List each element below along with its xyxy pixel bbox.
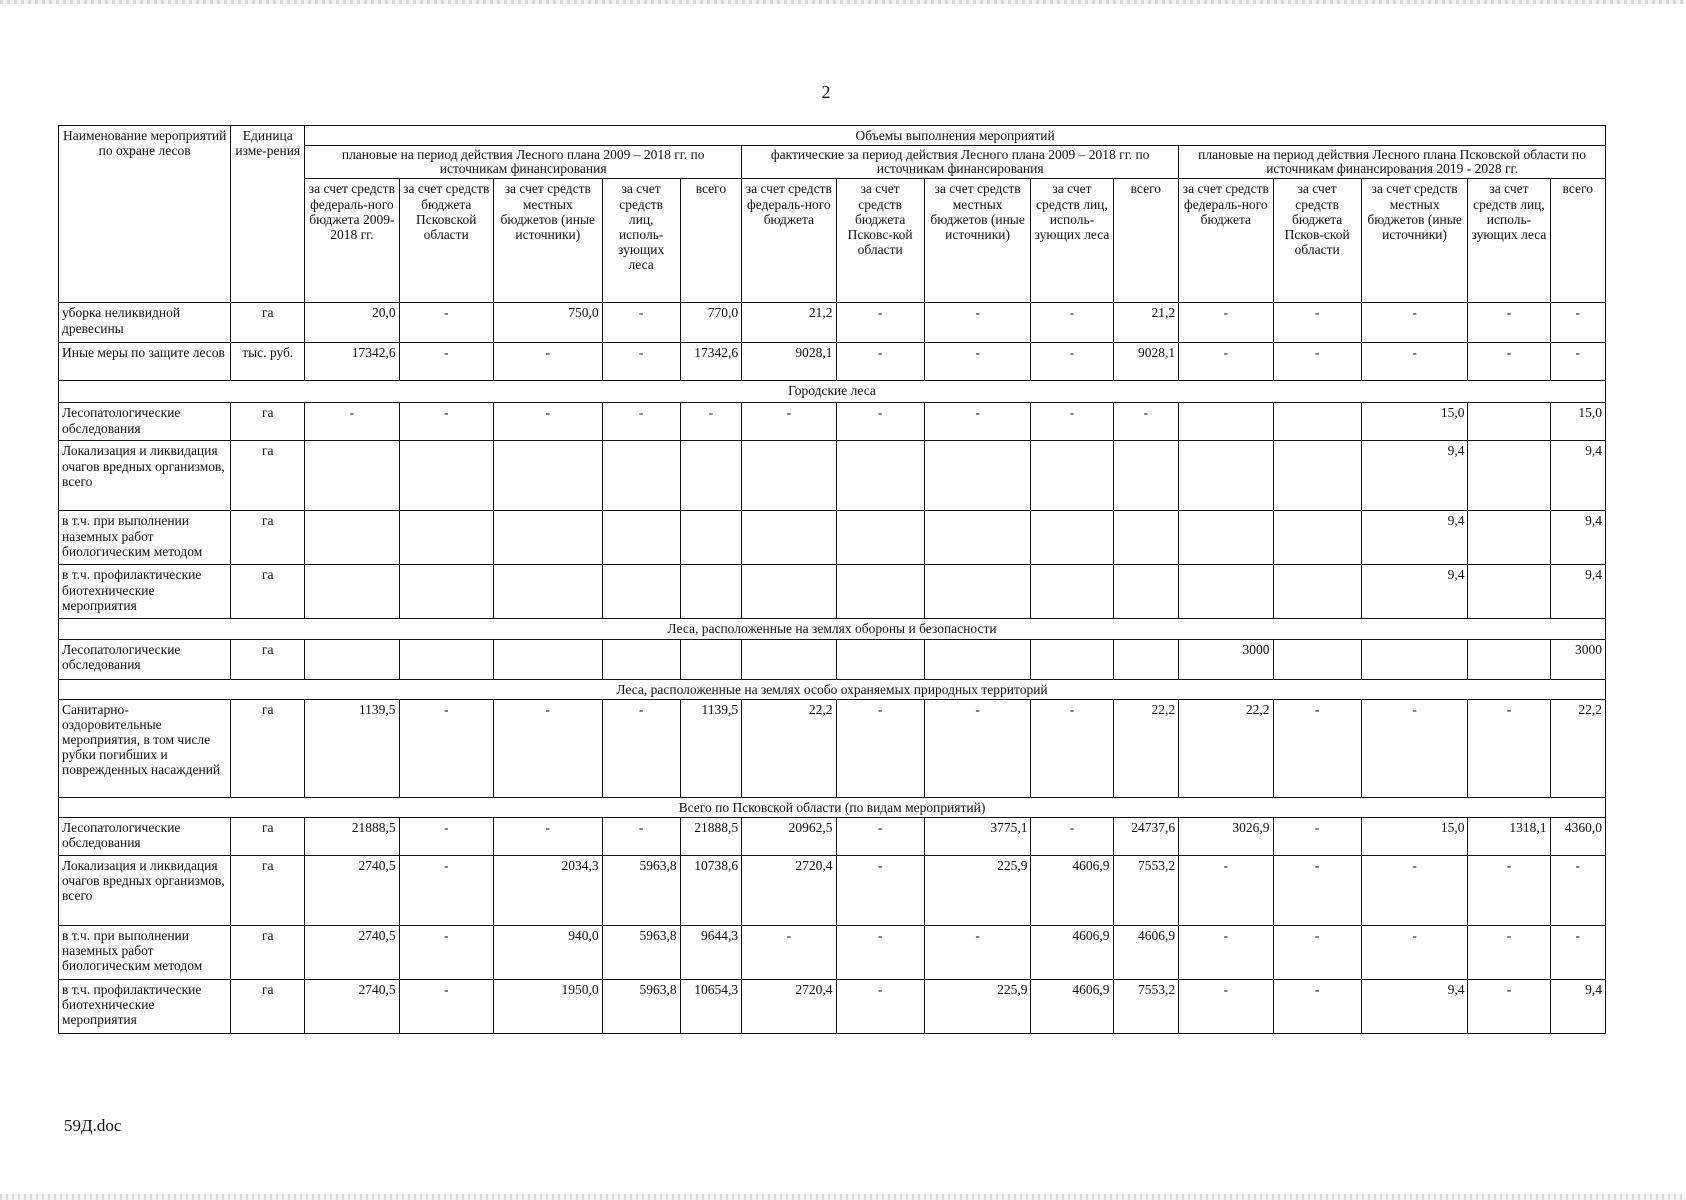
measures-table [58,125,1606,1034]
row-unit: га [231,511,305,565]
table-cell: - [1468,925,1550,979]
table-cell: - [836,925,924,979]
table-cell [836,441,924,511]
table-cell: 2740,5 [305,979,399,1033]
table-cell: 2720,4 [742,979,836,1033]
section-title: Леса, расположенные на землях обороны и безопасности [59,619,1606,639]
table-cell: - [924,343,1031,381]
table-cell [399,639,493,679]
row-unit: га [231,979,305,1033]
table-cell [493,565,602,619]
table-cell: 9,4 [1361,441,1468,511]
row-name: уборка неликвидной древесины [59,303,231,343]
table-cell [1273,565,1361,619]
table-row [59,565,1606,619]
table-cell [1031,441,1113,511]
table-cell: - [493,699,602,797]
table-cell [1361,639,1468,679]
row-name: в т.ч. профилактические биотехнические мероприятия [59,979,231,1033]
table-cell: - [493,403,602,441]
row-unit: тыс. руб. [231,343,305,381]
header-sub-11: за счет средств бюджета Псков-ской области [1273,179,1361,303]
table-cell [924,511,1031,565]
table-cell: - [1031,403,1113,441]
row-unit: га [231,303,305,343]
table-cell [836,511,924,565]
row-unit: га [231,817,305,855]
table-cell [1113,639,1179,679]
table-cell: 9,4 [1361,511,1468,565]
table-cell: 9,4 [1361,565,1468,619]
table-cell: - [1273,343,1361,381]
table-cell: 24737,6 [1113,817,1179,855]
row-name: Санитарно-оздоровительные мероприятия, в том числе рубки погибших и поврежденных насаждений [59,699,231,797]
table-cell: 3026,9 [1179,817,1273,855]
table-cell [602,511,680,565]
section-title: Всего по Псковской области (по видам мероприятий) [59,797,1606,817]
row-unit: га [231,699,305,797]
table-cell: - [1031,303,1113,343]
table-cell: 770,0 [680,303,742,343]
table-cell [602,441,680,511]
table-cell [1113,565,1179,619]
table-row [59,639,1606,679]
table-body [59,303,1606,1033]
table-cell: 22,2 [1179,699,1273,797]
table-cell: - [1361,925,1468,979]
header-name: Наименование мероприятий по охране лесов [59,126,231,303]
table-cell: 4606,9 [1113,925,1179,979]
table-cell: 3000 [1550,639,1606,679]
header-sub-10: за счет средств федераль-ного бюджета [1179,179,1273,303]
table-cell: - [305,403,399,441]
table-cell [602,639,680,679]
table-cell [493,511,602,565]
header-group-actual-2009: фактические за период действия Лесного плана 2009 – 2018 гг. по источникам финансирования [742,146,1179,179]
table-cell: - [836,699,924,797]
table-cell: - [399,817,493,855]
table-cell [1031,511,1113,565]
table-cell: - [1550,343,1606,381]
table-cell: - [680,403,742,441]
table-cell [1468,441,1550,511]
table-cell: - [399,403,493,441]
table-cell: 22,2 [1550,699,1606,797]
table-cell: - [1179,855,1273,925]
table-cell: 7553,2 [1113,979,1179,1033]
table-cell: 21888,5 [305,817,399,855]
table-cell: 940,0 [493,925,602,979]
table-cell: 5963,8 [602,855,680,925]
table-cell: 5963,8 [602,925,680,979]
page-number: 2 [821,82,831,102]
table-cell: - [924,303,1031,343]
table-cell [742,511,836,565]
table-cell [680,511,742,565]
table-cell: - [399,343,493,381]
table-cell: - [1550,303,1606,343]
header-unit: Единица изме-рения [231,126,305,303]
scan-edge-top [0,0,1686,4]
table-cell: - [493,817,602,855]
table-cell: - [1113,403,1179,441]
table-cell: 1950,0 [493,979,602,1033]
table-cell [680,639,742,679]
footer-filename: 59Д.doc [64,1116,122,1135]
table-cell [602,565,680,619]
table-row [59,979,1606,1033]
table-cell: - [1273,855,1361,925]
table-cell: 4360,0 [1550,817,1606,855]
table-cell: - [1361,699,1468,797]
table-cell: - [1468,343,1550,381]
table-cell: - [602,699,680,797]
table-cell [493,639,602,679]
table-cell: 2034,3 [493,855,602,925]
table-cell: - [1031,817,1113,855]
table-cell: 225,9 [924,855,1031,925]
table-row [59,817,1606,855]
row-unit: га [231,565,305,619]
table-row [59,925,1606,979]
table-cell: - [924,925,1031,979]
table-row [59,441,1606,511]
table-cell: 9644,3 [680,925,742,979]
table-cell: - [836,979,924,1033]
table-cell: - [1361,343,1468,381]
table-cell: 22,2 [742,699,836,797]
table-cell: - [1468,699,1550,797]
table-cell: 5963,8 [602,979,680,1033]
table-cell [305,441,399,511]
row-name: Лесопатологические обследования [59,403,231,441]
table-cell [1179,511,1273,565]
row-name: в т.ч. при выполнении наземных работ биологическим методом [59,511,231,565]
table-cell: 9,4 [1550,565,1606,619]
table-cell [1468,639,1550,679]
table-cell [1273,441,1361,511]
table-cell: - [1273,925,1361,979]
row-unit: га [231,403,305,441]
header-sub-12: за счет средств местных бюджетов (иные источники) [1361,179,1468,303]
table-cell: - [924,403,1031,441]
table-cell: 21,2 [742,303,836,343]
table-row [59,343,1606,381]
table-cell: - [742,403,836,441]
scan-edge-bottom [0,1194,1686,1200]
table-cell [1468,511,1550,565]
table-cell [924,441,1031,511]
table-cell [1113,441,1179,511]
header-sub-7: за счет средств местных бюджетов (иные источники) [924,179,1031,303]
table-cell: - [1550,925,1606,979]
table-cell [493,441,602,511]
table-cell: 22,2 [1113,699,1179,797]
table-cell: - [836,343,924,381]
table-row [59,303,1606,343]
header-sub-2: за счет средств местных бюджетов (иные источники) [493,179,602,303]
table-cell: 15,0 [1361,817,1468,855]
table-cell: 9,4 [1550,511,1606,565]
row-unit: га [231,925,305,979]
table-cell [836,639,924,679]
row-unit: га [231,441,305,511]
table-cell: - [1550,855,1606,925]
table-cell: - [1468,855,1550,925]
table-cell: 20,0 [305,303,399,343]
table-cell: 21888,5 [680,817,742,855]
table-cell: 21,2 [1113,303,1179,343]
table-cell [1179,403,1273,441]
section-title: Городские леса [59,381,1606,403]
table-cell: - [1179,925,1273,979]
table-cell [305,565,399,619]
table-cell: 9,4 [1550,441,1606,511]
table-cell: 225,9 [924,979,1031,1033]
table-cell: - [602,403,680,441]
table-cell: 15,0 [1550,403,1606,441]
table-cell: - [399,855,493,925]
table-cell [1031,565,1113,619]
table-cell: - [399,979,493,1033]
table-cell: - [1273,979,1361,1033]
table-cell: - [924,699,1031,797]
table-cell: - [836,855,924,925]
table-cell [305,639,399,679]
table-cell: - [1468,979,1550,1033]
table-cell: 4606,9 [1031,855,1113,925]
row-name: Локализация и ликвидация очагов вредных организмов, всего [59,855,231,925]
table-cell [305,511,399,565]
table-cell [1468,565,1550,619]
row-unit: га [231,855,305,925]
header-sub-8: за счет средств лиц, исполь-зующих леса [1031,179,1113,303]
table-cell: - [602,343,680,381]
table-cell: - [1361,303,1468,343]
table-cell: - [602,303,680,343]
section-title: Леса, расположенные на землях особо охраняемых природных территорий [59,679,1606,699]
table-cell [399,565,493,619]
table-cell: 15,0 [1361,403,1468,441]
table-cell [1031,639,1113,679]
table-cell: - [1031,343,1113,381]
table-cell: - [1468,303,1550,343]
table-cell [924,565,1031,619]
section-row [59,381,1606,403]
table-cell: 17342,6 [680,343,742,381]
table-cell: - [836,303,924,343]
table-cell: - [1031,699,1113,797]
table-cell [680,441,742,511]
table-cell: 20962,5 [742,817,836,855]
table-cell: - [1361,855,1468,925]
section-row [59,797,1606,817]
table-cell: 9,4 [1361,979,1468,1033]
table-cell: 1318,1 [1468,817,1550,855]
table-cell: - [1273,303,1361,343]
table-row [59,855,1606,925]
section-row [59,619,1606,639]
table-cell: 2720,4 [742,855,836,925]
header-sub-3: за счет средств лиц, исполь-зующих леса [602,179,680,303]
table-cell: - [399,699,493,797]
table-cell: - [493,343,602,381]
table-cell [1179,441,1273,511]
header-sub-4: всего [680,179,742,303]
table-cell [836,565,924,619]
table-cell [1273,511,1361,565]
table-header [59,126,1606,303]
table-cell [924,639,1031,679]
header-group-planned-2009: плановые на период действия Лесного плана 2009 – 2018 гг. по источникам финансирования [305,146,742,179]
table-cell: - [836,403,924,441]
header-sub-6: за счет средств бюджета Псковс-кой области [836,179,924,303]
table-cell [742,565,836,619]
table-cell: 4606,9 [1031,925,1113,979]
table-cell: 3775,1 [924,817,1031,855]
table-cell [1179,565,1273,619]
table-cell [1273,403,1361,441]
row-unit: га [231,639,305,679]
row-name: в т.ч. профилактические биотехнические мероприятия [59,565,231,619]
table-cell: - [399,925,493,979]
table-cell: 9,4 [1550,979,1606,1033]
table-cell: - [1179,979,1273,1033]
header-group-planned-2019: плановые на период действия Лесного плана Псковской области по источникам финансирования 2019 - 2028 гг. [1179,146,1606,179]
table-cell: 7553,2 [1113,855,1179,925]
header-sub-5: за счет средств федераль-ного бюджета [742,179,836,303]
row-name: Лесопатологические обследования [59,639,231,679]
table-cell [399,441,493,511]
table-cell: - [742,925,836,979]
table-cell: - [399,303,493,343]
table-cell [742,441,836,511]
table-cell: 1139,5 [305,699,399,797]
table-cell: - [602,817,680,855]
header-sub-13: за счет средств лиц, исполь-зующих леса [1468,179,1550,303]
row-name: в т.ч. при выполнении наземных работ биологическим методом [59,925,231,979]
header-sub-9: всего [1113,179,1179,303]
table-row [59,511,1606,565]
table-cell: 4606,9 [1031,979,1113,1033]
table-cell: - [1273,817,1361,855]
table-cell: 1139,5 [680,699,742,797]
table-cell: 17342,6 [305,343,399,381]
table-cell: 3000 [1179,639,1273,679]
table-cell [1113,511,1179,565]
table-cell: - [836,817,924,855]
table-cell [399,511,493,565]
table-cell: 750,0 [493,303,602,343]
header-volumes: Объемы выполнения мероприятий [305,126,1606,146]
table-cell: 9028,1 [742,343,836,381]
table-cell: - [1179,303,1273,343]
table-cell [1273,639,1361,679]
table-row [59,699,1606,797]
table-cell: 2740,5 [305,925,399,979]
section-row [59,679,1606,699]
table-cell: 10654,3 [680,979,742,1033]
row-name: Лесопатологические обследования [59,817,231,855]
header-sub-1: за счет средств бюджета Псковской области [399,179,493,303]
table-row [59,403,1606,441]
header-sub-14: всего [1550,179,1606,303]
row-name: Локализация и ликвидация очагов вредных организмов, всего [59,441,231,511]
table-cell [1468,403,1550,441]
table-cell: - [1179,343,1273,381]
table-cell: 9028,1 [1113,343,1179,381]
table-cell: 10738,6 [680,855,742,925]
table-cell: - [1273,699,1361,797]
row-name: Иные меры по защите лесов [59,343,231,381]
header-sub-0: за счет средств федераль-ного бюджета 2009-2018 гг. [305,179,399,303]
table-cell: 2740,5 [305,855,399,925]
table-cell [680,565,742,619]
table-cell [742,639,836,679]
